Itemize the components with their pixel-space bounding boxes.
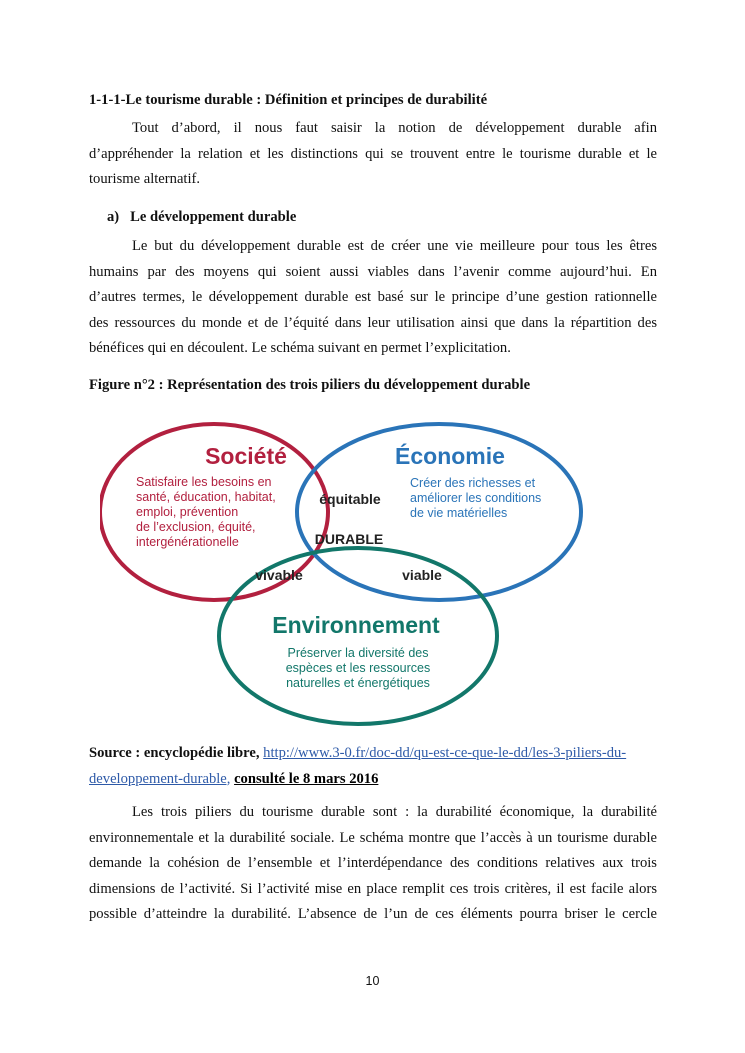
pillars-line-1: Les trois piliers du tourisme durable sont : la durabilité économique, la durabilité (132, 804, 657, 820)
source-link[interactable]: http://www.3-0.fr/doc-dd/qu-est-ce-que-le-dd/les-3-piliers-du- (263, 745, 627, 761)
economie-title: Économie (395, 443, 505, 469)
environnement-title: Environnement (272, 612, 440, 638)
source-consulted-date: consulté le 8 mars 2016 (234, 770, 379, 787)
source-line-2 (89, 767, 657, 793)
societe-line-2: santé, éducation, habitat, (136, 490, 276, 504)
equitable-label: équitable (319, 491, 381, 507)
dev-paragraph (89, 234, 657, 362)
dev-line-1: Le but du développement durable est de créer une vie meilleure pour tous les êtres (132, 238, 657, 254)
pillars-line-4: dimensions de l’activité. Si l’activité mise en place remplit ces trois critères, il est facile alors (89, 880, 657, 897)
durable-label: DURABLE (314, 531, 384, 547)
intro-line-1: Tout d’abord, il nous faut saisir la notion de développement durable afin (132, 120, 657, 136)
page-number: 10 (365, 974, 380, 988)
pillars-paragraph (89, 800, 657, 928)
source-link-continued[interactable]: developpement-durable, (89, 770, 231, 787)
economie-line-1: Créer des richesses et (410, 476, 536, 490)
venn-diagram (100, 420, 600, 740)
societe-line-3: emploi, prévention (136, 505, 239, 519)
vivable-label: vivable (255, 567, 303, 583)
subsection-title: Le développement durable (130, 209, 297, 225)
societe-line-5: intergénérationelle (136, 535, 239, 549)
section-title: 1-1-1-Le tourisme durable : Définition et principes de durabilité (89, 92, 488, 108)
societe-line-4: de l’exclusion, équité, (136, 520, 256, 534)
subsection-marker: a) (107, 209, 120, 225)
pillars-line-2: environnementale et la durabilité sociale. Le schéma montre que l’accès à un tourisme durable (89, 829, 657, 846)
economie-line-3: de vie matérielles (410, 506, 508, 520)
source-label: Source : encyclopédie libre, (89, 745, 260, 761)
dev-line-2: humains par des moyens qui soient aussi viables dans l’avenir comme aujourd’hui. En (89, 263, 657, 280)
intro-line-3: tourisme alternatif. (89, 171, 201, 187)
dev-line-4: des ressources du monde et de l’équité dans leur utilisation ainsi que dans la répartition des (89, 314, 657, 331)
pillars-line-3: demande la cohésion de l’ensemble et l’interdépendance des conditions relatives aux trois (89, 855, 657, 871)
source-line-1 (89, 741, 657, 767)
intro-line-2: d’appréhender la relation et les distinctions qui se trouvent entre le tourisme durable et le (89, 145, 657, 162)
societe-title: Société (205, 443, 287, 469)
dev-line-5: bénéfices qui en découlent. Le schéma suivant en permet l’explicitation. (89, 340, 511, 356)
environnement-line-1: Préserver la diversité des (287, 646, 429, 660)
intro-paragraph (89, 116, 657, 193)
pillars-line-5: possible d’atteindre la durabilité. L’absence de l’un de ces éléments pourra briser le cercle (89, 906, 657, 922)
environnement-line-2: espèces et les ressources (285, 661, 431, 675)
figure-caption: Figure n°2 : Représentation des trois piliers du développement durable (89, 377, 531, 393)
viable-label: viable (402, 567, 442, 583)
economie-line-2: améliorer les conditions (410, 491, 542, 505)
environnement-line-3: naturelles et énergétiques (286, 676, 430, 690)
dev-line-3: d’autres termes, le développement durable est basé sur le principe d’une gestion rationnelle (89, 289, 657, 305)
source-citation (89, 741, 657, 792)
subsection-heading (107, 207, 296, 227)
societe-line-1: Satisfaire les besoins en (136, 475, 272, 489)
